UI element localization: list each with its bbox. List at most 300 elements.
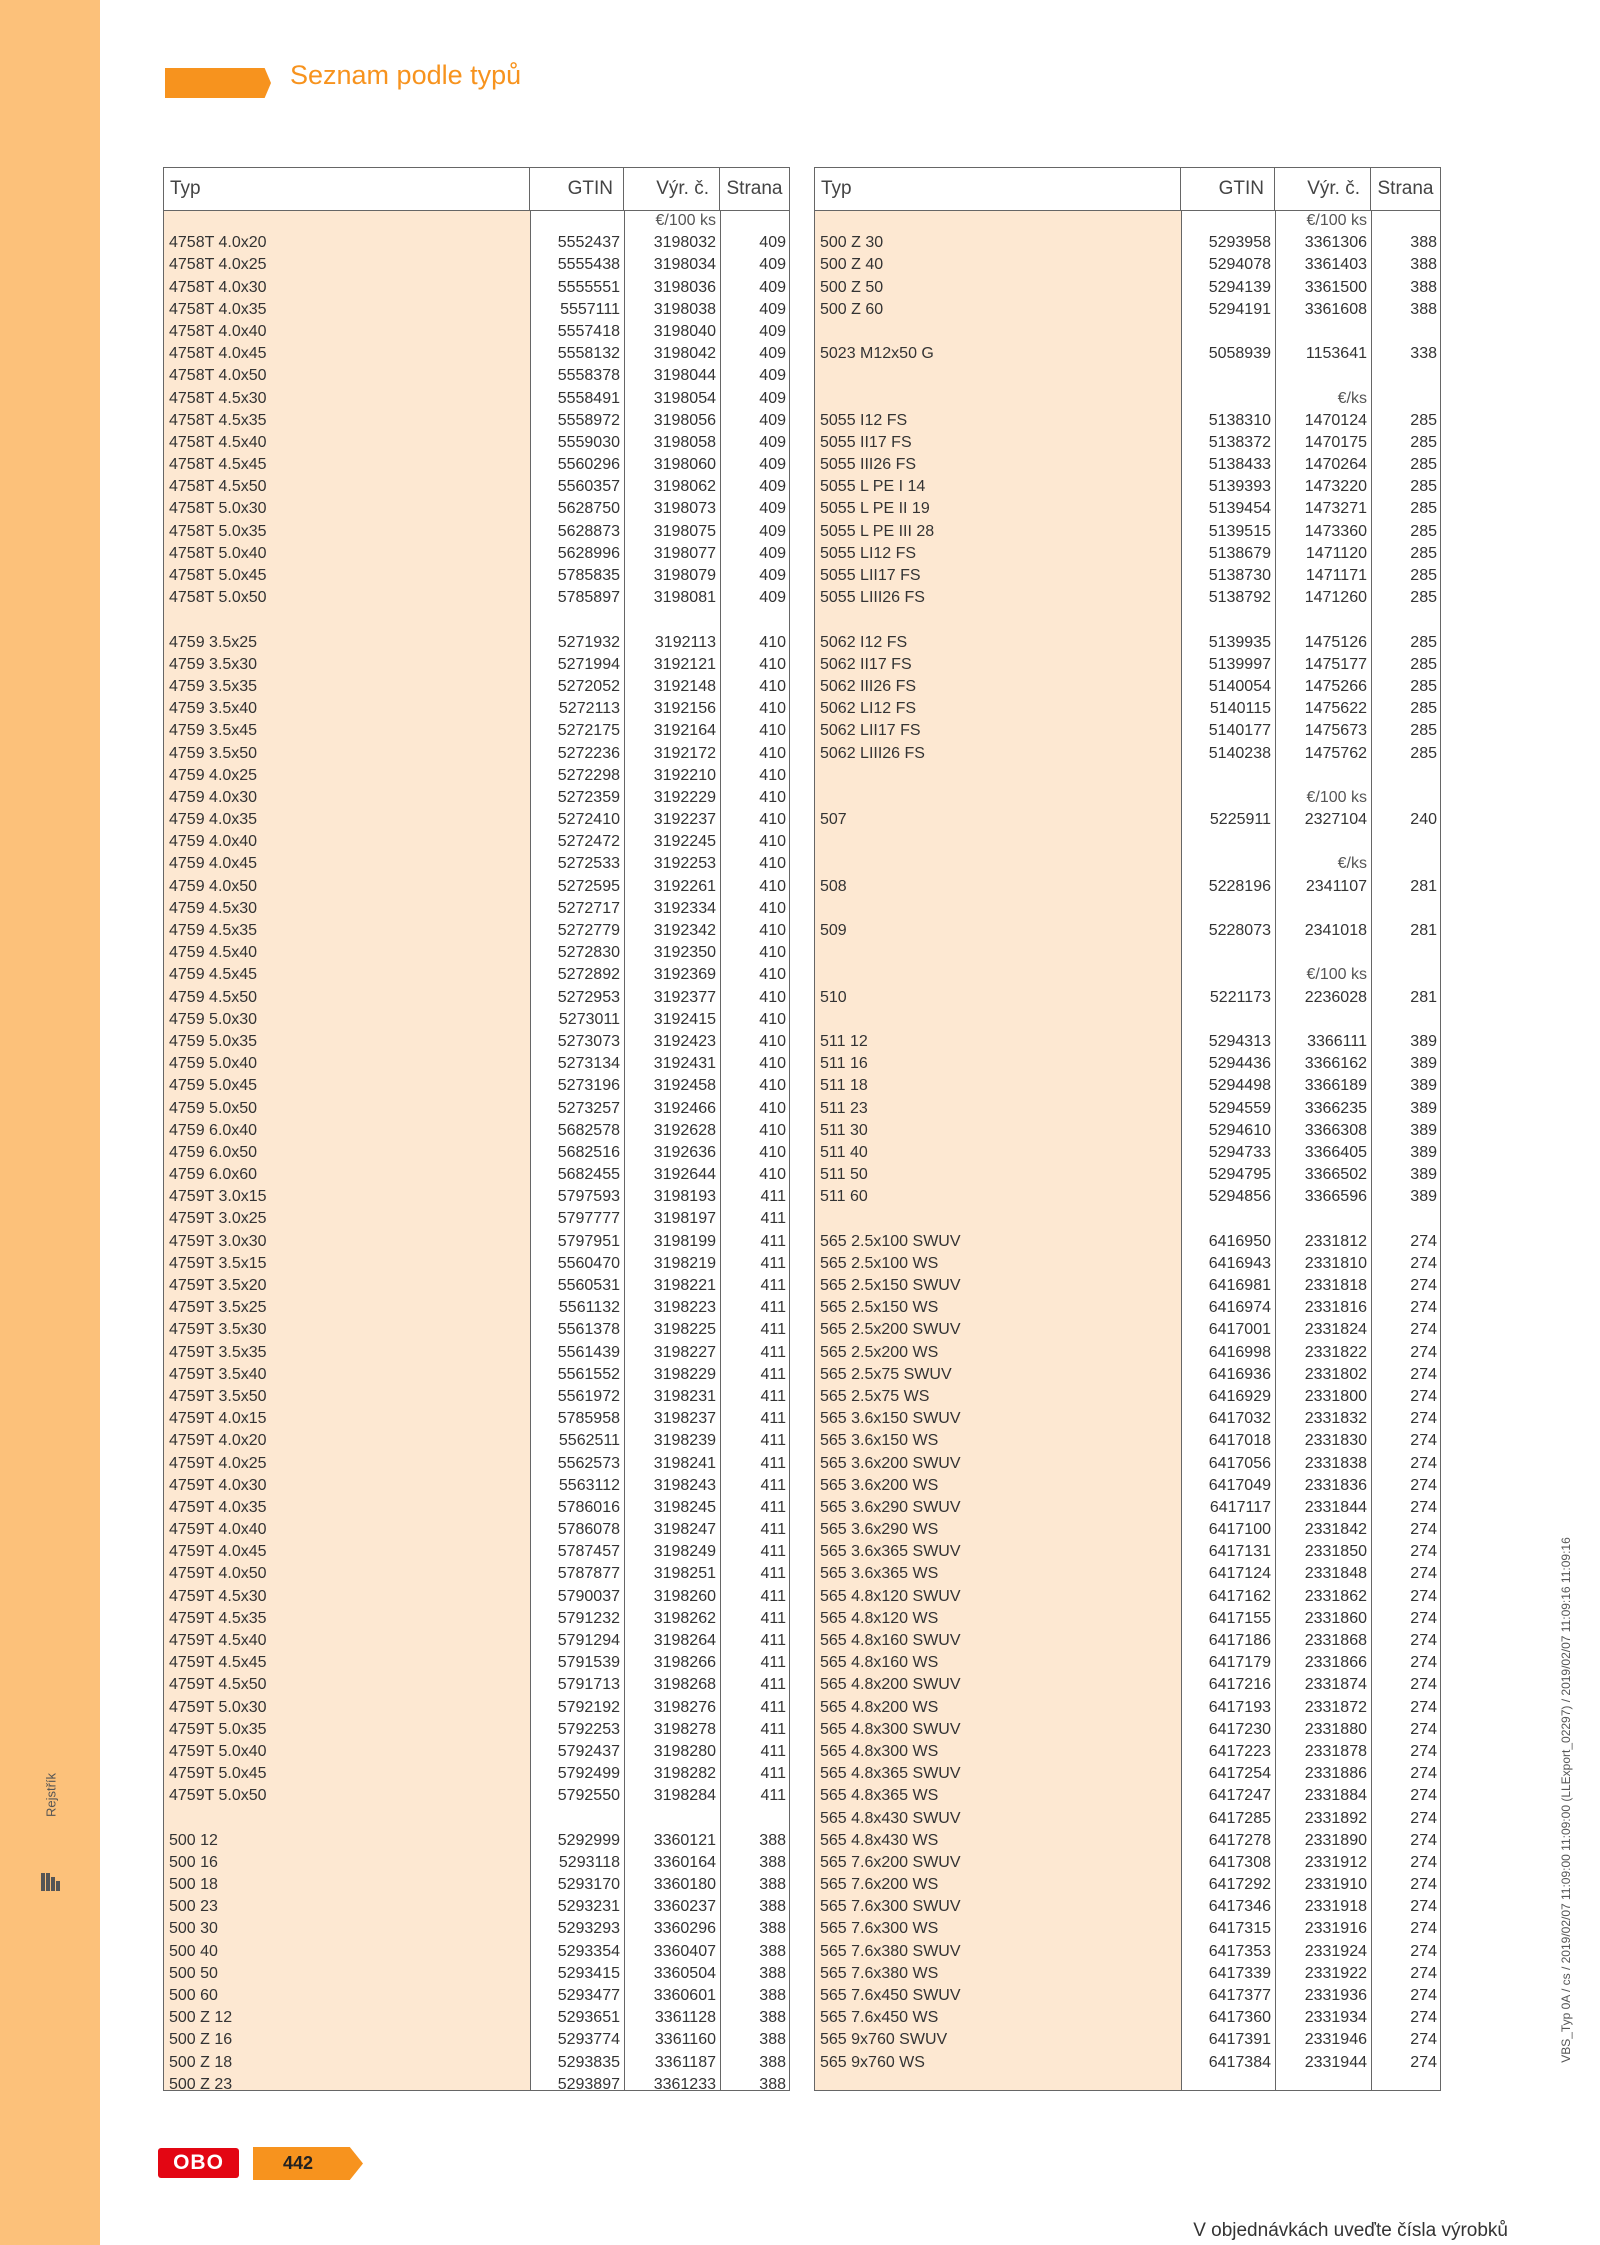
- cell-vyr-cislo: 3198243: [653, 1476, 716, 1494]
- table-row: [164, 964, 789, 986]
- cell-typ: 4759T 3.0x15: [169, 1188, 267, 1206]
- table-row: [164, 1120, 789, 1142]
- cell-gtin: 5682455: [557, 1166, 620, 1184]
- header-gtin: GTIN: [1181, 168, 1275, 210]
- table-row: [815, 1963, 1440, 1985]
- cell-strana: 409: [759, 500, 786, 518]
- cell-vyr-cislo: 3192172: [653, 744, 716, 762]
- cell-vyr-cislo: 3360237: [653, 1898, 716, 1916]
- cell-gtin: 5140238: [1208, 744, 1271, 762]
- table-row: [164, 1541, 789, 1563]
- table-row: [164, 809, 789, 831]
- cell-vyr-cislo: 3198231: [653, 1387, 716, 1405]
- cell-typ: 508: [820, 877, 847, 895]
- header-vyr-cislo: Výr. č.: [1275, 168, 1371, 210]
- table-row: [815, 587, 1440, 609]
- cell-gtin: 5138310: [1208, 411, 1271, 429]
- cell-vyr-cislo: 2331866: [1304, 1654, 1367, 1672]
- table-row: [815, 1031, 1440, 1053]
- cell-gtin: 5139515: [1208, 522, 1271, 540]
- cell-typ: 500 Z 40: [820, 256, 884, 274]
- cell-strana: 274: [1410, 1698, 1437, 1716]
- cell-vyr-cislo: 3198278: [653, 1720, 716, 1738]
- cell-typ: 4759T 4.5x50: [169, 1676, 267, 1694]
- cell-typ: 4759T 5.0x50: [169, 1787, 267, 1805]
- cell-vyr-cislo: 1470124: [1304, 411, 1367, 429]
- cell-typ: 500 Z 18: [169, 2053, 233, 2071]
- cell-strana: 410: [759, 700, 786, 718]
- cell-typ: 4758T 5.0x40: [169, 544, 267, 562]
- cell-gtin: 5628873: [557, 522, 620, 540]
- table-row: [815, 1652, 1440, 1674]
- cell-gtin: 6416981: [1208, 1277, 1271, 1294]
- cell-strana: 409: [759, 278, 786, 296]
- cell-typ: 511 50: [820, 1166, 868, 1184]
- cell-gtin: 5558378: [557, 367, 620, 385]
- cell-gtin: 5293651: [557, 2009, 620, 2027]
- table-row: [164, 942, 789, 964]
- cell-strana: 281: [1410, 877, 1437, 895]
- cell-vyr-cislo: 1475673: [1304, 722, 1367, 740]
- table-row: [164, 1253, 789, 1275]
- cell-gtin: 6417339: [1208, 1964, 1271, 1982]
- table-row: [815, 343, 1440, 365]
- table-row: [815, 1053, 1440, 1075]
- table-row: [164, 1586, 789, 1608]
- cell-gtin: 6417278: [1208, 1831, 1271, 1849]
- cell-strana: 274: [1410, 1587, 1437, 1605]
- table-row: [164, 2007, 789, 2029]
- cell-typ: 4759T 4.0x40: [169, 1521, 267, 1539]
- cell-typ: 565 2.5x150 SWUV: [820, 1277, 961, 1294]
- cell-gtin: 5785958: [557, 1410, 620, 1428]
- type-table-left: [163, 167, 790, 2091]
- cell-gtin: 5271994: [557, 655, 620, 673]
- cell-strana: 410: [759, 877, 786, 895]
- cell-gtin: 5791539: [557, 1654, 620, 1672]
- cell-vyr-cislo: 1475622: [1304, 700, 1367, 718]
- cell-vyr-cislo: 2341107: [1305, 877, 1367, 895]
- cell-gtin: 5293958: [1208, 234, 1271, 252]
- cell-strana: 274: [1410, 1299, 1437, 1317]
- table-row: [164, 1941, 789, 1963]
- price-unit: €/100 ks: [655, 212, 716, 229]
- cell-typ: 565 7.6x380 WS: [820, 1964, 939, 1982]
- table-row: [164, 1031, 789, 1053]
- table-row: [164, 1009, 789, 1031]
- cell-vyr-cislo: 1475177: [1304, 655, 1367, 673]
- cell-gtin: 6417346: [1208, 1898, 1271, 1916]
- cell-typ: 4759 4.0x25: [169, 766, 258, 784]
- cell-vyr-cislo: 3198197: [653, 1210, 716, 1228]
- header-strana: Strana: [726, 178, 783, 199]
- cell-typ: 565 7.6x300 WS: [820, 1920, 939, 1938]
- cell-typ: 4759 3.5x30: [169, 655, 258, 673]
- cell-typ: 511 30: [820, 1121, 868, 1139]
- table-row: [815, 1475, 1440, 1497]
- cell-typ: 4758T 4.0x50: [169, 367, 267, 385]
- cell-strana: 389: [1410, 1077, 1437, 1095]
- cell-typ: 4759T 3.5x25: [169, 1299, 267, 1317]
- cell-vyr-cislo: 3198229: [653, 1365, 716, 1383]
- cell-typ: 565 4.8x300 WS: [820, 1742, 939, 1760]
- table-row: [164, 1719, 789, 1741]
- cell-strana: 274: [1410, 1720, 1437, 1738]
- cell-typ: 4759T 5.0x40: [169, 1742, 267, 1760]
- cell-gtin: 5138679: [1208, 544, 1271, 562]
- cell-strana: 411: [760, 1432, 786, 1450]
- cell-typ: 5055 L PE II 19: [820, 500, 930, 518]
- cell-vyr-cislo: 3366235: [1304, 1099, 1367, 1117]
- cell-typ: 4759 3.5x40: [169, 700, 258, 718]
- table-row: [815, 1364, 1440, 1386]
- table-row: [815, 1253, 1440, 1275]
- cell-vyr-cislo: 2331832: [1304, 1410, 1367, 1428]
- table-row: [815, 1763, 1440, 1785]
- cell-strana: 274: [1410, 1543, 1437, 1561]
- cell-strana: 409: [759, 589, 786, 607]
- cell-vyr-cislo: 3192377: [653, 988, 716, 1006]
- table-row: [815, 2029, 1440, 2051]
- cell-gtin: 6416929: [1208, 1387, 1271, 1405]
- table-spacer-row: [815, 831, 1440, 853]
- cell-typ: 565 7.6x200 WS: [820, 1876, 939, 1894]
- cell-gtin: 6417292: [1208, 1876, 1271, 1894]
- cell-gtin: 5228073: [1208, 922, 1271, 939]
- cell-typ: 4759 3.5x45: [169, 722, 258, 740]
- cell-gtin: 5628750: [557, 500, 620, 518]
- cell-typ: 4758T 4.0x45: [169, 345, 267, 363]
- table-row: [815, 254, 1440, 276]
- cell-vyr-cislo: 2331946: [1304, 2031, 1367, 2049]
- cell-vyr-cislo: 3198042: [653, 345, 716, 363]
- cell-typ: 565 2.5x100 SWUV: [820, 1232, 961, 1250]
- table-spacer-row: [815, 365, 1440, 387]
- cell-gtin: 5272779: [557, 922, 620, 939]
- table-row: [164, 1275, 789, 1297]
- table-row: [164, 498, 789, 520]
- table-row: [164, 476, 789, 498]
- cell-vyr-cislo: 3192423: [653, 1032, 716, 1050]
- cell-gtin: 5785897: [557, 589, 620, 607]
- cell-vyr-cislo: 3192342: [653, 922, 716, 939]
- cell-gtin: 5562573: [557, 1454, 620, 1472]
- cell-gtin: 5225911: [1209, 811, 1271, 829]
- cell-gtin: 5294610: [1208, 1121, 1271, 1139]
- cell-gtin: 6417391: [1208, 2031, 1271, 2049]
- cell-vyr-cislo: 3198073: [653, 500, 716, 518]
- price-unit: €/100 ks: [1306, 966, 1367, 984]
- cell-gtin: 5294139: [1208, 278, 1271, 296]
- cell-vyr-cislo: 3198262: [653, 1609, 716, 1627]
- cell-typ: 4759 4.5x30: [169, 899, 258, 917]
- cell-gtin: 6417056: [1208, 1454, 1271, 1472]
- cell-strana: 411: [760, 1387, 786, 1405]
- cell-gtin: 5273257: [557, 1099, 620, 1117]
- cell-typ: 4759T 4.0x45: [169, 1543, 267, 1561]
- cell-strana: 410: [759, 1010, 786, 1028]
- cell-vyr-cislo: 1473271: [1304, 500, 1367, 518]
- cell-typ: 5062 II17 FS: [820, 655, 912, 673]
- cell-strana: 409: [759, 544, 786, 562]
- cell-vyr-cislo: 3360296: [653, 1920, 716, 1938]
- cell-typ: 510: [820, 988, 847, 1006]
- cell-strana: 388: [759, 2031, 786, 2049]
- cell-vyr-cislo: 3198054: [653, 389, 716, 407]
- cell-gtin: 6417353: [1208, 1942, 1271, 1960]
- cell-typ: 565 3.6x290 SWUV: [820, 1498, 961, 1516]
- table-row: [815, 1408, 1440, 1430]
- cell-gtin: 5561439: [557, 1343, 620, 1361]
- cell-strana: 410: [759, 1099, 786, 1117]
- cell-typ: 5062 LII17 FS: [820, 722, 921, 740]
- cell-gtin: 5140115: [1209, 700, 1271, 718]
- cell-vyr-cislo: 2331816: [1304, 1299, 1367, 1317]
- cell-gtin: 6416936: [1208, 1365, 1271, 1383]
- cell-typ: 511 12: [820, 1032, 868, 1050]
- cell-vyr-cislo: 2331850: [1304, 1543, 1367, 1561]
- cell-vyr-cislo: 3192156: [653, 700, 716, 718]
- cell-gtin: 5293897: [557, 2075, 620, 2093]
- cell-vyr-cislo: 3198282: [653, 1765, 716, 1783]
- table-row: [815, 1164, 1440, 1186]
- cell-vyr-cislo: 2331892: [1304, 1809, 1367, 1827]
- cell-typ: 4759 4.5x35: [169, 922, 258, 939]
- cell-strana: 274: [1410, 1787, 1437, 1805]
- cell-typ: 5055 II17 FS: [820, 433, 912, 451]
- cell-gtin: 6417018: [1208, 1432, 1271, 1450]
- cell-vyr-cislo: 3198245: [653, 1498, 716, 1516]
- table-row: [164, 1785, 789, 1807]
- table-row: [815, 1985, 1440, 2007]
- cell-gtin: 5561552: [557, 1365, 620, 1383]
- cell-vyr-cislo: 2331812: [1304, 1232, 1367, 1250]
- cell-strana: 410: [759, 899, 786, 917]
- unit-row: [815, 388, 1440, 410]
- cell-vyr-cislo: 3192644: [653, 1166, 716, 1184]
- cell-gtin: 5682578: [557, 1121, 620, 1139]
- price-unit: €/ks: [1337, 389, 1367, 407]
- cell-vyr-cislo: 3198032: [653, 234, 716, 252]
- cell-gtin: 5272410: [557, 811, 620, 829]
- cell-typ: 4758T 4.5x35: [169, 411, 267, 429]
- cell-strana: 388: [759, 1853, 786, 1871]
- cell-vyr-cislo: 2331918: [1304, 1898, 1367, 1916]
- table-row: [164, 1297, 789, 1319]
- cell-gtin: 5294795: [1208, 1166, 1271, 1184]
- cell-vyr-cislo: 3192229: [653, 788, 716, 806]
- table-row: [164, 1053, 789, 1075]
- table-spacer-row: [164, 1808, 789, 1830]
- cell-strana: 388: [759, 2075, 786, 2093]
- cell-vyr-cislo: 3366502: [1304, 1166, 1367, 1184]
- table-row: [815, 1386, 1440, 1408]
- table-row: [815, 1896, 1440, 1918]
- cell-strana: 411: [760, 1698, 786, 1716]
- table-row: [815, 521, 1440, 543]
- cell-gtin: 5272892: [557, 966, 620, 984]
- cell-gtin: 5294313: [1208, 1032, 1271, 1050]
- table-row: [815, 720, 1440, 742]
- table-row: [815, 987, 1440, 1009]
- table-row: [815, 299, 1440, 321]
- cell-strana: 411: [760, 1742, 786, 1760]
- cell-vyr-cislo: 3198075: [653, 522, 716, 540]
- cell-strana: 274: [1410, 1876, 1437, 1894]
- cell-typ: 565 4.8x120 SWUV: [820, 1587, 961, 1605]
- cell-vyr-cislo: 3198038: [653, 300, 716, 318]
- cell-vyr-cislo: 2331802: [1304, 1365, 1367, 1383]
- table-row: [164, 1763, 789, 1785]
- cell-gtin: 5561972: [557, 1387, 620, 1405]
- cell-typ: 500 50: [169, 1964, 218, 1982]
- cell-gtin: 6417049: [1208, 1476, 1271, 1494]
- cell-vyr-cislo: 2331912: [1304, 1853, 1367, 1871]
- cell-typ: 4759T 4.5x45: [169, 1654, 267, 1672]
- cell-strana: 274: [1410, 1765, 1437, 1783]
- cell-gtin: 5792437: [557, 1742, 620, 1760]
- cell-vyr-cislo: 2331874: [1304, 1676, 1367, 1694]
- cell-vyr-cislo: 3192636: [653, 1143, 716, 1161]
- cell-strana: 388: [1410, 234, 1437, 252]
- page-number: 442: [283, 2153, 314, 2173]
- cell-strana: 411: [760, 1254, 786, 1272]
- cell-strana: 274: [1410, 1676, 1437, 1694]
- cell-vyr-cislo: 3198247: [653, 1521, 716, 1539]
- cell-gtin: 5555551: [557, 278, 620, 296]
- cell-vyr-cislo: 1471171: [1305, 567, 1367, 584]
- table-row: [815, 1785, 1440, 1807]
- cell-typ: 500 12: [169, 1831, 218, 1849]
- table-row: [815, 920, 1440, 942]
- cell-strana: 285: [1410, 700, 1437, 718]
- side-label: Rejstřík: [43, 1772, 59, 1818]
- cell-gtin: 5785835: [557, 567, 620, 584]
- cell-gtin: 5792550: [557, 1787, 620, 1805]
- table-row: [815, 1453, 1440, 1475]
- table-spacer-row: [164, 609, 789, 631]
- cell-typ: 500 60: [169, 1987, 218, 2004]
- table-row: [164, 1430, 789, 1452]
- cell-typ: 4758T 4.5x50: [169, 478, 267, 496]
- cell-gtin: 5555438: [557, 256, 620, 274]
- cell-typ: 4759T 3.5x15: [169, 1254, 267, 1272]
- cell-typ: 4758T 4.0x35: [169, 300, 267, 318]
- cell-typ: 511 18: [820, 1077, 868, 1095]
- table-row: [164, 1186, 789, 1208]
- cell-typ: 5055 LI12 FS: [820, 544, 917, 562]
- cell-vyr-cislo: 2331822: [1304, 1343, 1367, 1361]
- cell-typ: 565 2.5x100 WS: [820, 1254, 939, 1272]
- table-row: [815, 1120, 1440, 1142]
- table-row: [815, 1941, 1440, 1963]
- table-row: [164, 1674, 789, 1696]
- cell-typ: 500 40: [169, 1942, 218, 1960]
- cell-gtin: 5272175: [557, 722, 620, 740]
- cell-strana: 409: [759, 567, 786, 584]
- cell-strana: 274: [1410, 1809, 1437, 1827]
- cell-strana: 388: [759, 1898, 786, 1916]
- cell-vyr-cislo: 3198260: [653, 1587, 716, 1605]
- table-row: [164, 920, 789, 942]
- table-row: [815, 698, 1440, 720]
- cell-vyr-cislo: 3192350: [653, 944, 716, 962]
- logo-text: OBO: [173, 2151, 224, 2174]
- cell-strana: 410: [759, 1143, 786, 1161]
- cell-strana: 274: [1410, 1987, 1437, 2004]
- cell-gtin: 6417186: [1208, 1632, 1271, 1649]
- table-row: [815, 1918, 1440, 1940]
- cell-strana: 411: [760, 1476, 786, 1494]
- cell-vyr-cislo: 3192431: [653, 1055, 716, 1073]
- cell-typ: 4758T 4.0x40: [169, 322, 267, 340]
- table-row: [164, 1319, 789, 1341]
- table-body: [164, 210, 789, 2096]
- cell-vyr-cislo: 3361160: [654, 2031, 716, 2049]
- cell-strana: 285: [1410, 456, 1437, 474]
- cell-gtin: 5139935: [1208, 633, 1271, 651]
- cell-strana: 274: [1410, 2009, 1437, 2027]
- cell-vyr-cislo: 3361403: [1304, 256, 1367, 274]
- cell-typ: 565 3.6x200 WS: [820, 1476, 939, 1494]
- cell-typ: 565 2.5x200 WS: [820, 1343, 939, 1361]
- cell-strana: 409: [759, 433, 786, 451]
- table-row: [815, 1075, 1440, 1097]
- cell-typ: 5062 LIII26 FS: [820, 744, 925, 762]
- table-row: [164, 743, 789, 765]
- cell-vyr-cislo: 3361608: [1304, 300, 1367, 318]
- cell-strana: 411: [760, 1632, 786, 1649]
- cell-gtin: 5787877: [557, 1565, 620, 1583]
- cell-strana: 410: [759, 811, 786, 829]
- cell-strana: 389: [1410, 1032, 1437, 1050]
- cell-strana: 285: [1410, 411, 1437, 429]
- cell-gtin: 5560470: [557, 1254, 620, 1272]
- table-row: [815, 2007, 1440, 2029]
- cell-strana: 388: [759, 1831, 786, 1849]
- cell-strana: 274: [1410, 1942, 1437, 1960]
- cell-gtin: 5293231: [557, 1898, 620, 1916]
- cell-vyr-cislo: 3198223: [653, 1299, 716, 1317]
- cell-strana: 411: [760, 1232, 786, 1250]
- cell-vyr-cislo: 2236028: [1304, 988, 1367, 1006]
- header-gtin: GTIN: [530, 168, 624, 210]
- cell-strana: 409: [759, 478, 786, 496]
- cell-strana: 274: [1410, 1898, 1437, 1916]
- table-header: [815, 168, 1440, 211]
- cell-typ: 4758T 4.0x25: [169, 256, 267, 274]
- cell-strana: 411: [760, 1188, 786, 1206]
- unit-row: [815, 853, 1440, 875]
- table-row: [164, 787, 789, 809]
- cell-strana: 388: [759, 1942, 786, 1960]
- cell-gtin: 5292999: [557, 1831, 620, 1849]
- cell-strana: 274: [1410, 1454, 1437, 1472]
- cell-strana: 274: [1410, 1321, 1437, 1339]
- cell-gtin: 5273196: [557, 1077, 620, 1095]
- cell-gtin: 5293477: [557, 1987, 620, 2004]
- cell-strana: 285: [1410, 478, 1437, 496]
- cell-vyr-cislo: 3192121: [653, 655, 716, 673]
- cell-vyr-cislo: 3366162: [1304, 1055, 1367, 1073]
- cell-gtin: 5792192: [557, 1698, 620, 1716]
- cell-strana: 285: [1410, 433, 1437, 451]
- table-row: [815, 1319, 1440, 1341]
- cell-vyr-cislo: 2331924: [1304, 1942, 1367, 1960]
- table-row: [164, 1697, 789, 1719]
- cell-gtin: 5792253: [557, 1720, 620, 1738]
- cell-typ: 565 2.5x150 WS: [820, 1299, 939, 1317]
